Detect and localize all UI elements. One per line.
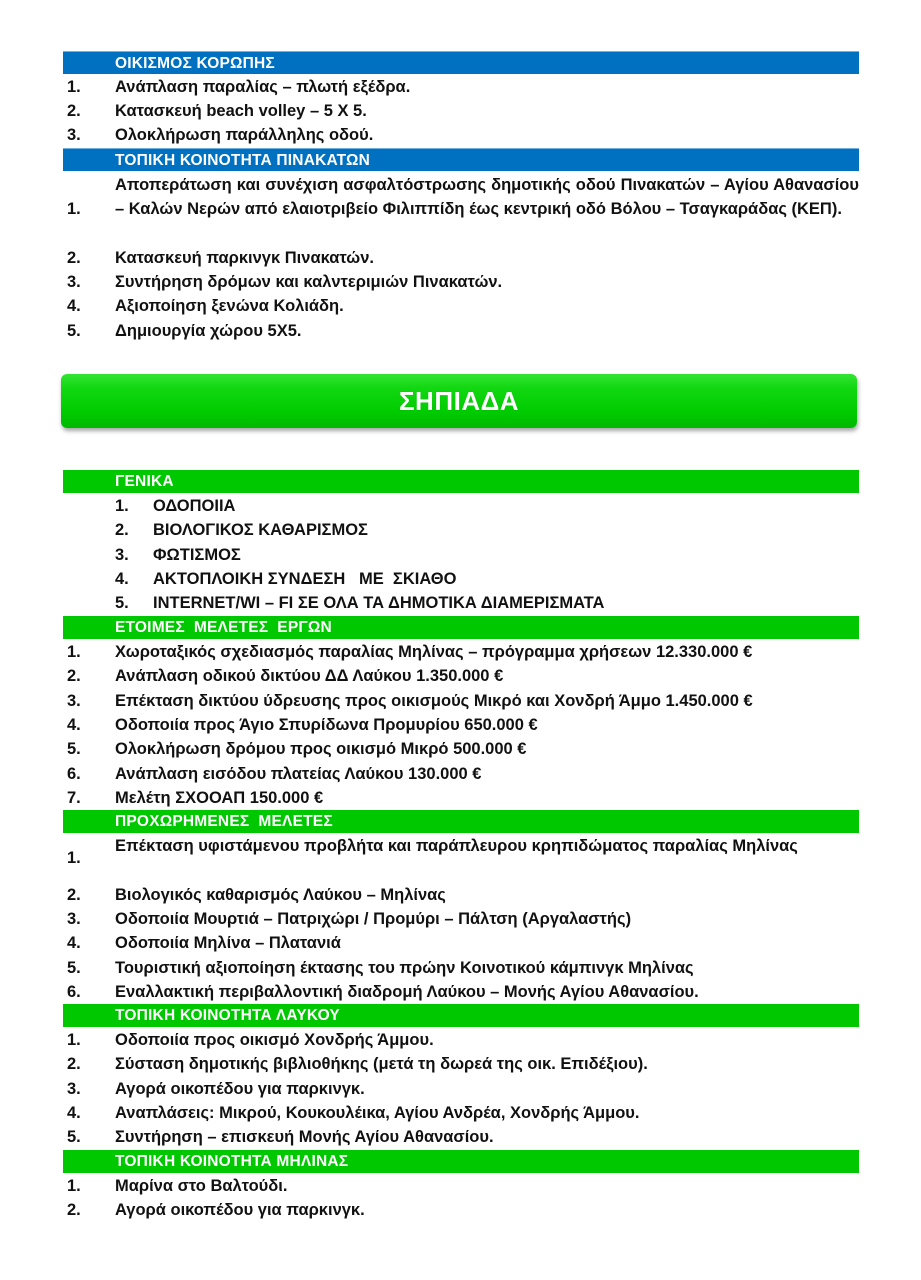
item-text: Σύσταση δημοτικής βιβλιοθήκης (μετά τη δωρεά της οικ. Επιδέξιου). [115,1055,648,1073]
item-text: Αξιοποίηση ξενώνα Κολιάδη. [115,297,344,315]
item-number: 6. [67,765,81,783]
item-text: Επέκταση υφιστάμενου προβλήτα και παράπλευρου κρηπιδώματος παραλίας Μηλίνας [115,837,798,855]
item-number: 1. [67,78,81,96]
item-number: 2. [67,1201,81,1219]
item-number: 2. [67,886,81,904]
item-number: 6. [67,983,81,1001]
item-text: Χωροταξικός σχεδιασμός παραλίας Μηλίνας – πρόγραμμα χρήσεων 12.330.000 € [115,643,753,661]
item-text: Μελέτη ΣΧΟΟΑΠ 150.000 € [115,789,324,807]
item-number: 4. [67,716,81,734]
item-number: 3. [67,1080,81,1098]
item-number: 2. [67,1055,81,1073]
item-number: 2. [67,249,81,267]
item-number: 4. [115,570,129,588]
item-number: 3. [67,273,81,291]
item-text: ΟΔΟΠΟΙΙΑ [153,497,236,515]
item-text: Αγορά οικοπέδου για παρκινγκ. [115,1080,365,1098]
item-number: 4. [67,1104,81,1122]
section-header-milina: ΤΟΠΙΚΗ ΚΟΙΝΟΤΗΤΑ ΜΗΛΙΝΑΣ [63,1150,859,1173]
item-text: Οδοποιία Μηλίνα – Πλατανιά [115,934,341,952]
item-text: Αγορά οικοπέδου για παρκινγκ. [115,1201,365,1219]
item-number: 2. [115,521,129,539]
item-number: 1. [67,643,81,661]
item-number: 1. [67,1177,81,1195]
item-number: 4. [67,934,81,952]
item-text: Τουριστική αξιοποίηση έκτασης του πρώην Κοινοτικού κάμπινγκ Μηλίνας [115,959,694,977]
list-item [63,834,859,883]
section-header-general: ΓΕΝΙΚΑ [63,470,859,493]
item-number: 5. [67,959,81,977]
item-number: 1. [67,1031,81,1049]
item-number: 2. [67,667,81,685]
item-number: 3. [67,126,81,144]
item-number: 1. [115,497,129,515]
item-text: Οδοποιία προς οικισμό Χονδρής Άμμου. [115,1031,434,1049]
item-text: Συντήρηση – επισκευή Μονής Αγίου Αθανασίου. [115,1128,494,1146]
item-number: 5. [67,740,81,758]
item-text: Ολοκλήρωση παράλληλης οδού. [115,126,374,144]
municipality-banner: ΣΗΠΙΑΔΑ [61,374,857,428]
item-number: 1. [67,200,81,218]
item-text: Ανάπλαση εισόδου πλατείας Λαύκου 130.000 € [115,765,482,783]
item-text: Κατασκευή παρκινγκ Πινακατών. [115,249,374,267]
section-header-pinakates: ΤΟΠΙΚΗ ΚΟΙΝΟΤΗΤΑ ΠΙΝΑΚΑΤΩΝ [63,148,859,171]
item-number: 7. [67,789,81,807]
item-number: 1. [67,849,81,867]
item-number: 3. [67,692,81,710]
item-number: 5. [115,594,129,612]
section-header-koropi: ΟΙΚΙΣΜΟΣ ΚΟΡΩΠΗΣ [63,51,859,74]
item-number: 4. [67,297,81,315]
section-header-advanced-studies: ΠΡΟΧΩΡΗΜΕΝΕΣ ΜΕΛΕΤΕΣ [63,810,859,833]
item-text: Οδοποιία προς Άγιο Σπυρίδωνα Προμυρίου 650.000 € [115,716,538,734]
item-number: 3. [115,546,129,564]
section-header-lafkos: ΤΟΠΙΚΗ ΚΟΙΝΟΤΗΤΑ ΛΑΥΚΟΥ [63,1004,859,1027]
item-text: Αναπλάσεις: Μικρού, Κουκουλέικα, Αγίου Ανδρέα, Χονδρής Άμμου. [115,1104,640,1122]
item-number: 3. [67,910,81,928]
item-number: 2. [67,102,81,120]
item-text: Οδοποιία Μουρτιά – Πατριχώρι / Προμύρι – Πάλτση (Αργαλαστής) [115,910,632,928]
item-text: Επέκταση δικτύου ύδρευσης προς οικισμούς Μικρό και Χονδρή Άμμο 1.450.000 € [115,692,753,710]
item-text: Αποπεράτωση και συνέχιση ασφαλτόστρωσης δημοτικής οδού Πινακατών – Αγίου Αθανασίου – Καλών Νερών από ελαιοτριβείο Φιλιππίδη έως κεντρική οδό Βόλου – Τσαγκαράδας (ΚΕΠ). [115,176,859,219]
item-text: Ολοκλήρωση δρόμου προς οικισμό Μικρό 500.000 € [115,740,527,758]
item-text: ΦΩΤΙΣΜΟΣ [153,546,241,564]
item-text: ΑΚΤΟΠΛΟΙΚΗ ΣΥΝΔΕΣΗ ΜΕ ΣΚΙΑΘΟ [153,570,457,588]
item-text: Κατασκευή beach volley – 5 Χ 5. [115,102,367,120]
section-header-ready-studies: ΕΤΟΙΜΕΣ ΜΕΛΕΤΕΣ ΕΡΓΩΝ [63,616,859,639]
item-text: Ανάπλαση οδικού δικτύου ΔΔ Λαύκου 1.350.000 € [115,667,504,685]
item-text: ΒΙΟΛΟΓΙΚΟΣ ΚΑΘΑΡΙΣΜΟΣ [153,521,368,539]
item-text: Συντήρηση δρόμων και καλντεριμιών Πινακατών. [115,273,503,291]
item-text: Μαρίνα στο Βαλτούδι. [115,1177,288,1195]
item-text: Δημιουργία χώρου 5Χ5. [115,322,302,340]
item-text: INTERNET/WI – FI ΣΕ ΟΛΑ ΤΑ ΔΗΜΟΤΙΚΑ ΔΙΑΜΕΡΙΣΜΑΤΑ [153,594,605,612]
item-number: 5. [67,322,81,340]
list-item [63,173,859,246]
item-number: 5. [67,1128,81,1146]
item-text: Ανάπλαση παραλίας – πλωτή εξέδρα. [115,78,411,96]
item-text: Εναλλακτική περιβαλλοντική διαδρομή Λαύκου – Μονής Αγίου Αθανασίου. [115,983,699,1001]
item-text: Βιολογικός καθαρισμός Λαύκου – Μηλίνας [115,886,446,904]
